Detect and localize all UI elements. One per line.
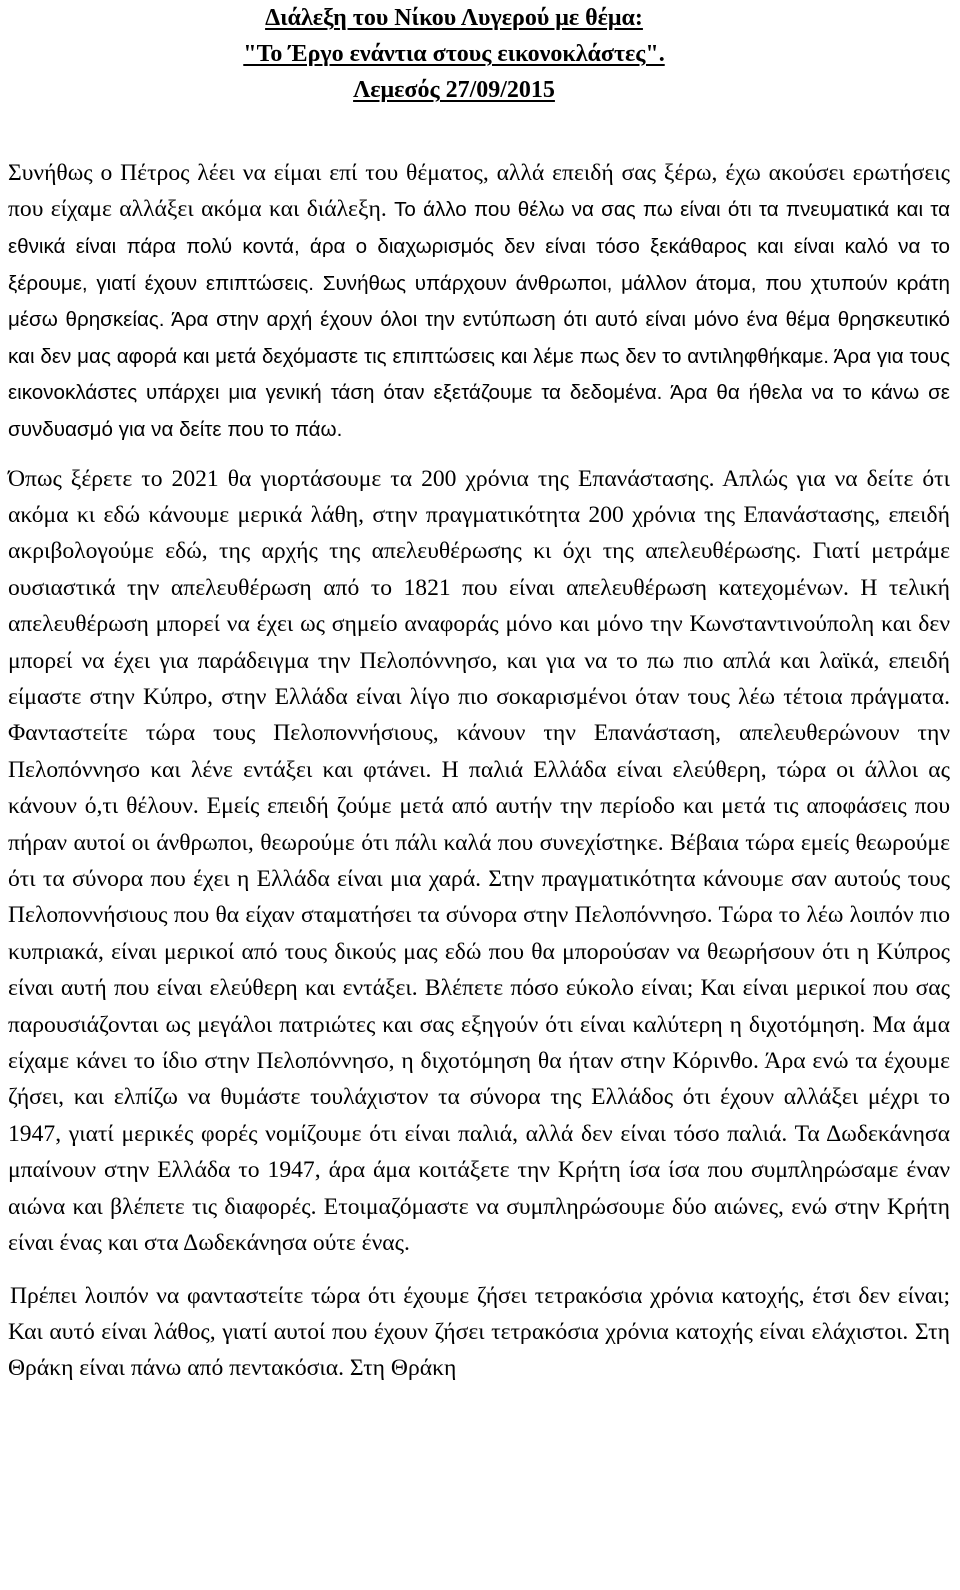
title-line-3: Λεμεσός 27/09/2015 [353, 77, 555, 103]
paragraph-3 [8, 1278, 950, 1387]
paragraph-1 [8, 155, 950, 449]
paragraph-1-run-1: Συνήθως ο Πέτρος λέει να είμαι επί του θέματος, αλλά επειδή σας ξέρω, έχω ακούσει ερωτήσεις που είχαμε αλλάξει ακόμα και διάλεξη. [8, 160, 950, 223]
paragraph-2-run-1: Όπως ξέρετε το 2021 θα γιορτάσουμε τα 200 χρόνια της Επανάστασης. Απλώς για να δείτε ότι ακόμα κι εδώ κάνουμε μερικά λάθη, στην πραγματικότητα 200 χρόνια της Επανάστασης, επειδή ακριβολογούμε εδώ, της αρχής της απελευθέρωσης κι όχι της απελευθέρωσης. Γιατί μετράμε ουσιαστικά την απελευθέρωση από το 1821 που είναι απελευθέρωση κατεχομένων. Η τελική απελευθέρωση μπορεί να έχει ως σημείο αναφοράς μόνο και μόνο την Κωνσταντινούπολη και δεν μπορεί να έχει για παράδειγμα την Πελοπόννησο, και για να το πω πιο απλά και λαϊκά, επειδή είμαστε στην Κύπρο, στην Ελλάδα είναι λίγο πιο σοκαρισμένοι όταν τους λέω τέτοια πράγματα. Φανταστείτε τώρα τους Πελοποννήσιους, κάνουν την Επανάσταση, απελευθερώνουν την Πελοπόννησο και λένε εντάξει και φτάνει. Η παλιά Ελλάδα είναι ελεύθερη, τώρα οι άλλοι ας κάνουν ό,τι θέλουν. Εμείς επειδή ζούμε μετά από αυτήν την περίοδο και μετά τις αποφάσεις που πήραν αυτοί οι άνθρωποι, θεωρούμε ότι πάλι καλά που συνεχίστηκε. Βέβαια τώρα εμείς θεωρούμε ότι τα σύνορα που έχει η Ελλάδα είναι μια χαρά. Στην πραγματικότητα κάνουμε σαν αυτούς τους Πελοποννήσιους που θα είχαν σταματήσει τα σύνορα στην Πελοπόννησο. Τώρα το λέω λοιπόν πιο κυπριακά, είναι μερικοί από τους δικούς μας εδώ που θα μπορούσαν να θεωρήσουν ότι η Κύπρος είναι αυτή που είναι ελεύθερη και εντάξει. Βλέπετε πόσο εύκολο είναι; Και είναι μερικοί που σας παρουσιάζονται ως μεγάλοι πατριώτες και σας εξηγούν ότι είναι καλύτερη η διχοτόμηση. Μα άμα είχαμε κάνει το ίδιο στην Πελοπόννησο, η διχοτόμηση θα ήταν στην Κόρινθο. Άρα ενώ τα έχουμε ζήσει, και ελπίζω να θυμάστε τουλάχιστον τα σύνορα της Ελλάδος ότι έχουν αλλάξει μέχρι το 1947, γιατί μερικές φορές νομίζουμε ότι είναι παλιά, αλλά δεν είναι τόσο παλιά. Τα Δωδεκάνησα μπαίνουν στην Ελλάδα το 1947, άρα άμα κοιτάξετε την Κρήτη ίσα ίσα που συμπληρώσαμε έναν αιώνα και βλέπετε τις διαφορές. Ετοιμαζόμαστε να συμπληρώσουμε δύο αιώνες, ενώ στην Κρήτη είναι ένας και στα Δωδεκάνησα ούτε ένας. [8, 465, 950, 1257]
document-title [38, 0, 870, 108]
title-line-1: Διάλεξη του Νίκου Λυγερού με θέμα: [265, 5, 643, 31]
paragraph-1-run-2: Το άλλο που θέλω να σας πω είναι ότι τα πνευματικά και τα εθνικά είναι πάρα πολύ κοντά, άρα ο διαχωρισμός δεν είναι τόσο ξεκάθαρος και είναι καλό να το ξέρουμε, γιατί έχουν επιπτώσεις. Συνήθως υπάρχουν άνθρωποι, μάλλον άτομα, που χτυπούν κράτη μέσω θρησκείας. Άρα στην αρχή έχουν όλοι την εντύπωση ότι αυτό είναι μόνο ένα θέμα θρησκευτικό και δεν μας αφορά και μετά δεχόμαστε τις επιπτώσεις και λέμε πως δεν το αντιληφθήκαμε. Άρα για τους εικονοκλάστες υπάρχει μια γενική τάση όταν εξετάζουμε τα δεδομένα. Άρα θα ήθελα να το κάνω σε συνδυασμό για να δείτε που το πάω. [8, 198, 950, 441]
title-line-2: "Το Έργο ενάντια στους εικονοκλάστες". [243, 41, 665, 67]
paragraph-2 [8, 461, 950, 1262]
paragraph-3-run-1: Πρέπει λοιπόν να φανταστείτε τώρα ότι έχουμε ζήσει τετρακόσια χρόνια κατοχής, έτσι δεν είναι; Και αυτό είναι λάθος, γιατί αυτοί που έχουν ζήσει τετρακόσια χρόνια κατοχής είναι ελάχιστοι. Στη Θράκη είναι πάνω από πεντακόσια. Στη Θράκη [8, 1282, 950, 1382]
